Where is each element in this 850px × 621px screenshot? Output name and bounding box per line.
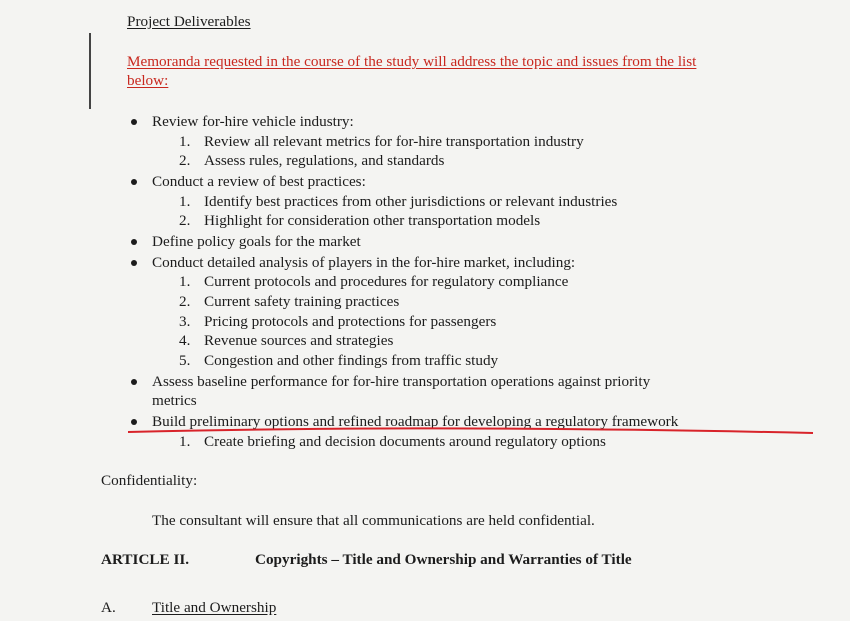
- intro-text-line1: Memoranda requested in the course of the study will address the topic and issues from the list: [127, 53, 697, 70]
- section-letter: A.: [101, 599, 116, 616]
- list-item: Build preliminary options and refined roadmap for developing a regulatory framework: [152, 413, 679, 430]
- sub-item: Pricing protocols and protections for passengers: [204, 313, 497, 330]
- article-title: Copyrights – Title and Ownership and Warranties of Title: [255, 551, 632, 568]
- section-title: Title and Ownership: [152, 599, 277, 616]
- sub-item: Review all relevant metrics for for-hire transportation industry: [204, 133, 584, 150]
- sub-item: Create briefing and decision documents around regulatory options: [204, 433, 606, 450]
- sub-item: Current protocols and procedures for regulatory compliance: [204, 273, 569, 290]
- sub-number: 1.: [179, 433, 191, 450]
- sub-item: Assess rules, regulations, and standards: [204, 152, 445, 169]
- confidentiality-text: The consultant will ensure that all communications are held confidential.: [152, 512, 595, 529]
- sub-item: Identify best practices from other jurisdictions or relevant industries: [204, 193, 618, 210]
- sub-number: 4.: [179, 332, 191, 349]
- sub-item: Congestion and other findings from traffic study: [204, 352, 499, 369]
- sub-number: 2.: [179, 293, 191, 310]
- list-item: Review for-hire vehicle industry:: [152, 113, 354, 130]
- sub-number: 1.: [179, 273, 191, 290]
- heading-project-deliverables: Project Deliverables: [127, 13, 251, 30]
- list-item-continuation: metrics: [152, 392, 197, 409]
- list-item: Conduct detailed analysis of players in the for-hire market, including:: [152, 254, 576, 271]
- sub-item: Highlight for consideration other transportation models: [204, 212, 541, 229]
- sub-number: 2.: [179, 152, 191, 169]
- list-item: Assess baseline performance for for-hire transportation operations against priority: [152, 373, 651, 390]
- article-label: ARTICLE II.: [101, 551, 190, 568]
- intro-text-line2: below:: [127, 72, 169, 89]
- sub-number: 2.: [179, 212, 191, 229]
- sub-number: 1.: [179, 133, 191, 150]
- sub-number: 1.: [179, 193, 191, 210]
- sub-item: Revenue sources and strategies: [204, 332, 394, 349]
- sub-number: 5.: [179, 352, 191, 369]
- list-item: Define policy goals for the market: [152, 233, 361, 250]
- sub-number: 3.: [179, 313, 191, 330]
- confidentiality-label: Confidentiality:: [101, 472, 198, 489]
- sub-item: Current safety training practices: [204, 293, 400, 310]
- list-item: Conduct a review of best practices:: [152, 173, 366, 190]
